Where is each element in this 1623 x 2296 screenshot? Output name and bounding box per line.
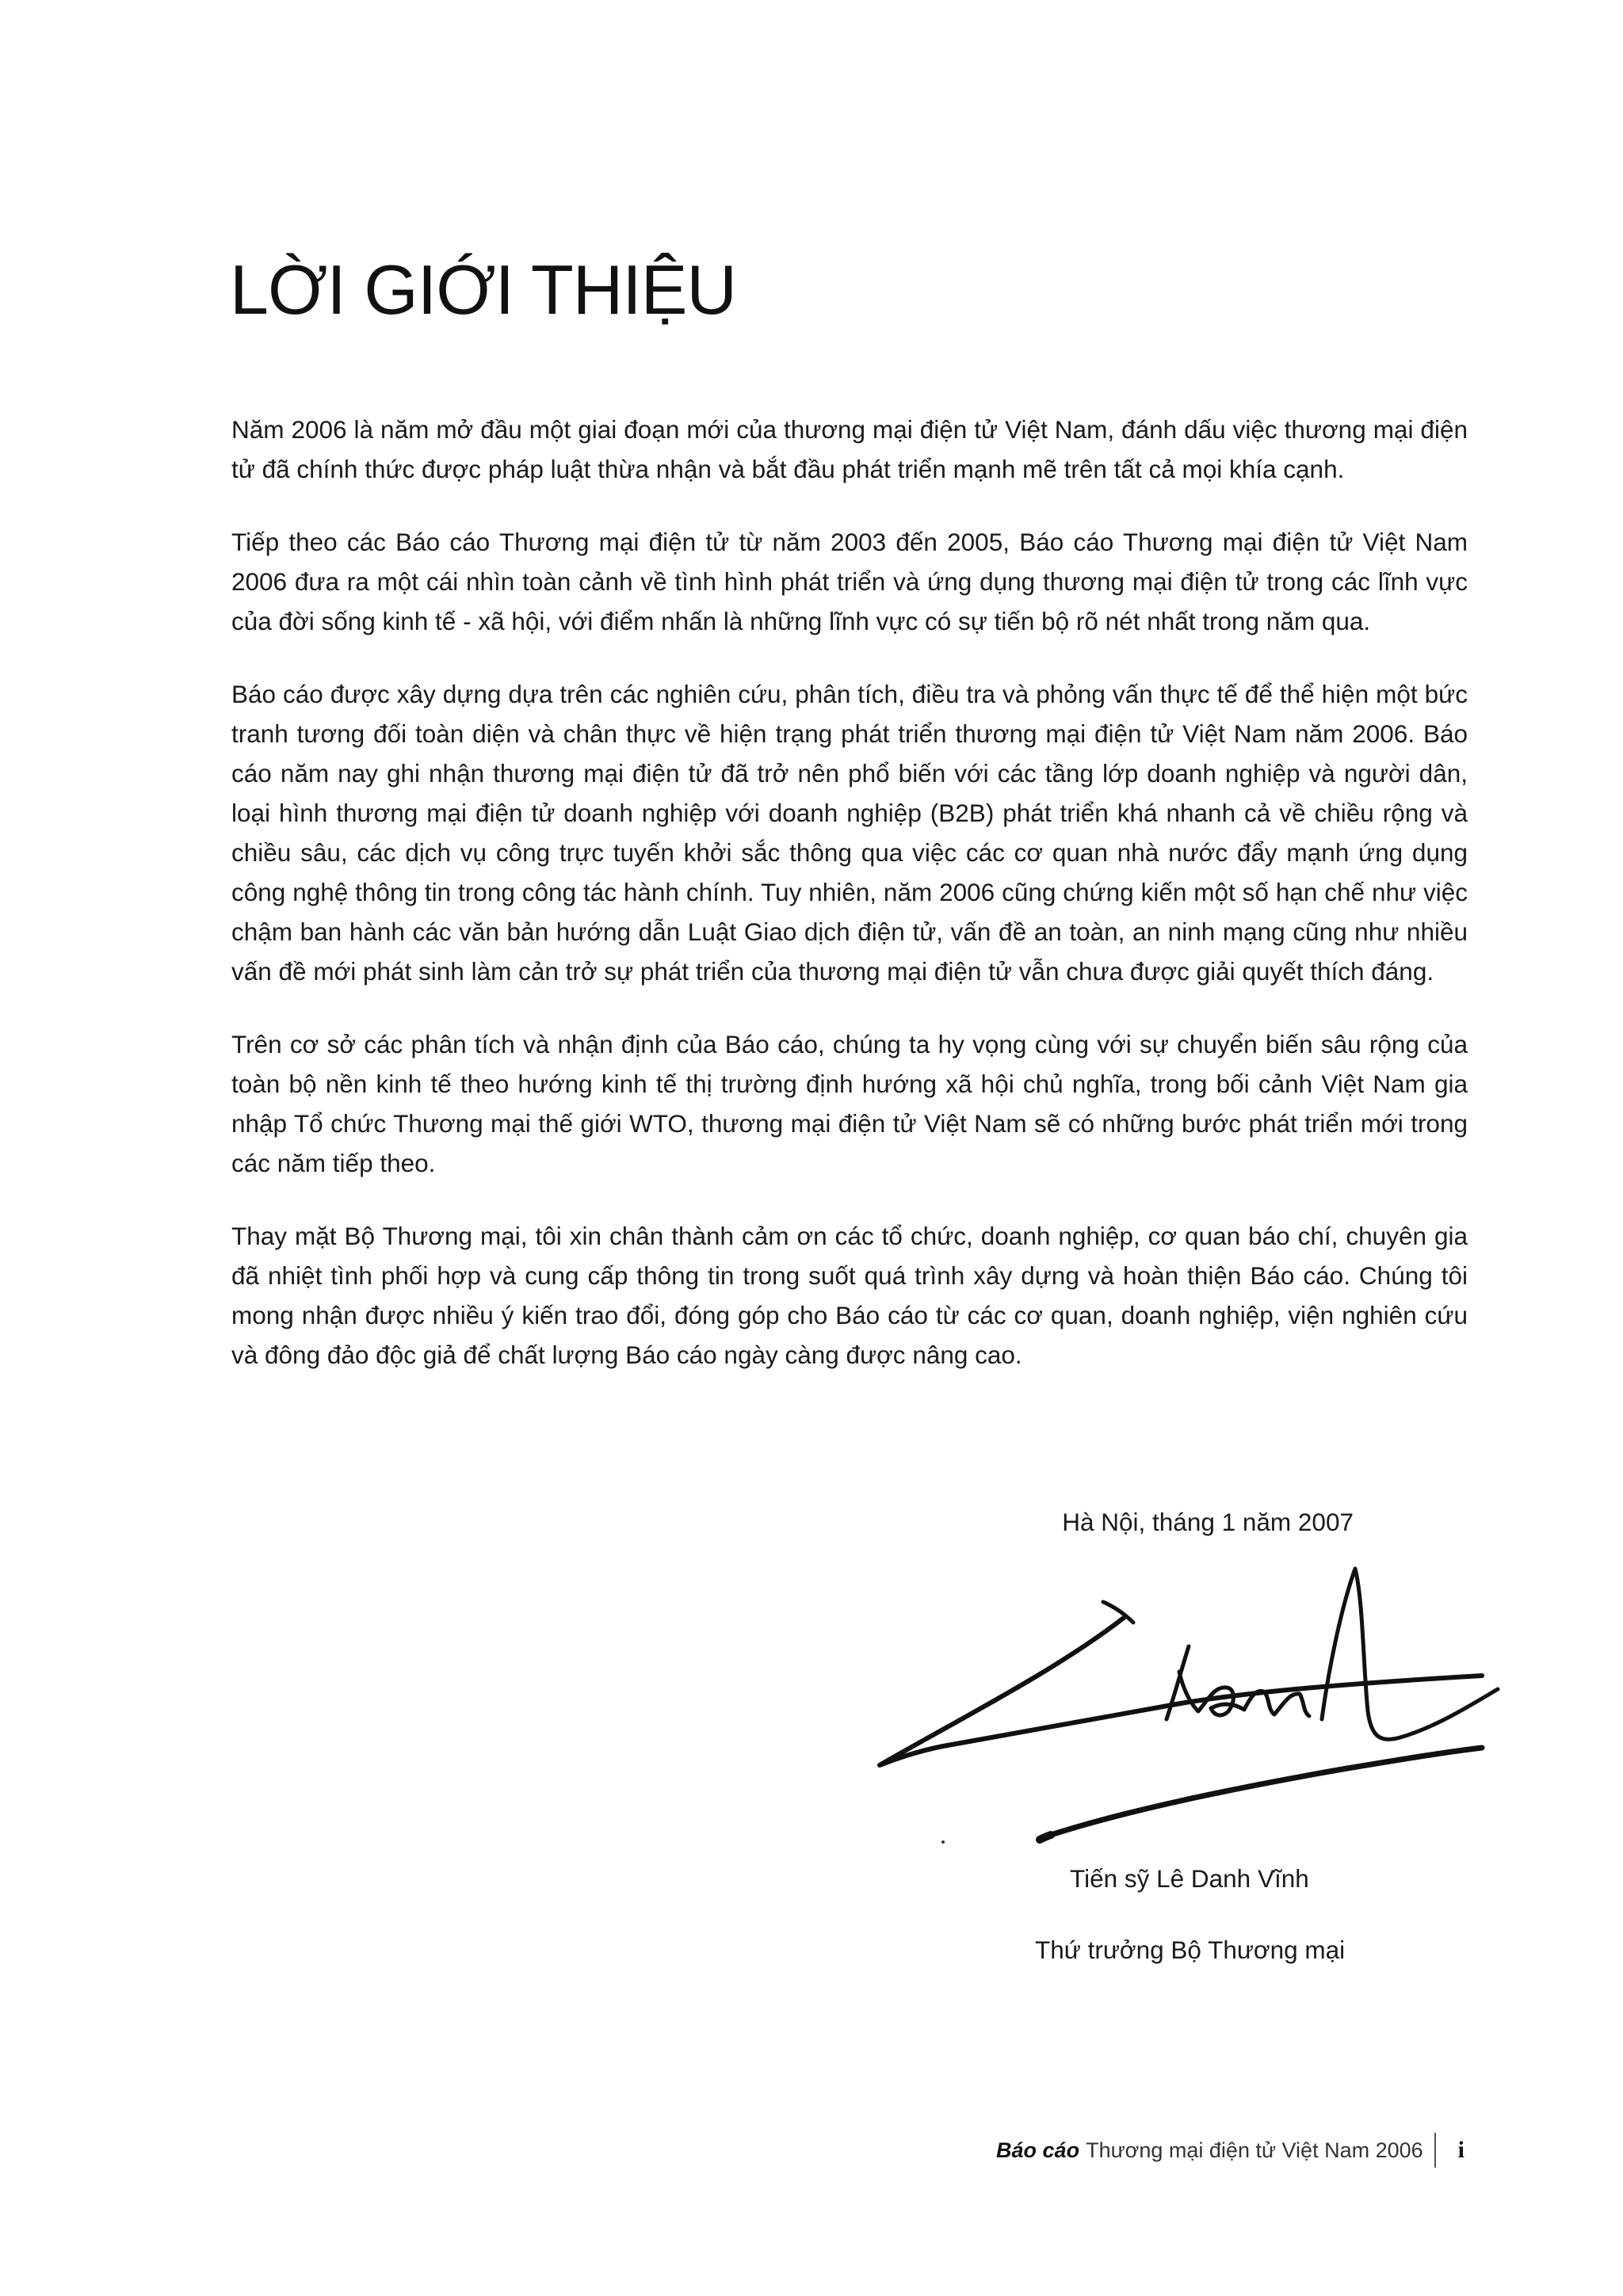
paragraph-5: Thay mặt Bộ Thương mại, tôi xin chân thành cảm ơn các tổ chức, doanh nghiệp, cơ quan báo chí, chuyên gia đã nhiệt tình phối hợp và cung cấp thông tin trong suốt quá trình xây dựng và hoàn thiện Báo cáo. Chúng tôi mong nhận được nhiều ý kiến trao đổi, đóng góp cho Báo cáo từ các cơ quan, doanh nghiệp, viện nghiên cứu và đông đảo độc giả để chất lượng Báo cáo ngày càng được nâng cao. xyxy=(231,1222,1468,1369)
signer-name: Tiến sỹ Lê Danh Vĩnh xyxy=(1070,1864,1309,1893)
signer-title: Thứ trưởng Bộ Thương mại xyxy=(1035,1936,1346,1964)
paragraph-4: Trên cơ sở các phân tích và nhận định của Báo cáo, chúng ta hy vọng cùng với sự chuyển biến sâu rộng của toàn bộ nền kinh tế theo hướng kinh tế thị trường định hướng xã hội chủ nghĩa, trong bối cảnh Việt Nam gia nhập Tổ chức Thương mại thế giới WTO, thương mại điện tử Việt Nam sẽ có những bước phát triển mới trong các năm tiếp theo. xyxy=(231,1030,1468,1177)
signature-icon xyxy=(856,1553,1506,1886)
footer-brand: Báo cáo xyxy=(996,2138,1080,2162)
page-number: i xyxy=(1457,2137,1465,2163)
page-title: LỜI GIỚI THIỆU xyxy=(230,250,736,329)
page-footer xyxy=(996,2131,1465,2169)
footer-divider xyxy=(1434,2133,1436,2168)
paragraph-3: Báo cáo được xây dựng dựa trên các nghiên cứu, phân tích, điều tra và phỏng vấn thực tế để thể hiện một bức tranh tương đối toàn diện và chân thực về hiện trạng phát triển thương mại điện tử Việt Nam năm 2006. Báo cáo năm nay ghi nhận thương mại điện tử đã trở nên phổ biến với các tầng lớp doanh nghiệp và người dân, loại hình thương mại điện tử doanh nghiệp với doanh nghiệp (B2B) phát triển khá nhanh cả về chiều rộng và chiều sâu, các dịch vụ công trực tuyến khởi sắc thông qua việc các cơ quan nhà nước đẩy mạnh ứng dụng công nghệ thông tin trong công tác hành chính. Tuy nhiên, năm 2006 cũng chứng kiến một số hạn chế như việc chậm ban hành các văn bản hướng dẫn Luật Giao dịch điện tử, vấn đề an toàn, an ninh mạng cũng như nhiều vấn đề mới phát sinh làm cản trở sự phát triển của thương mại điện tử vẫn chưa được giải quyết thích đáng. xyxy=(231,680,1468,986)
place-date: Hà Nội, tháng 1 năm 2007 xyxy=(1062,1508,1354,1536)
paragraph-1: Năm 2006 là năm mở đầu một giai đoạn mới của thương mại điện tử Việt Nam, đánh dấu việc thương mại điện tử đã chính thức được pháp luật thừa nhận và bắt đầu phát triển mạnh mẽ trên tất cả mọi khía cạnh. xyxy=(231,415,1468,483)
paragraph-2: Tiếp theo các Báo cáo Thương mại điện tử từ năm 2003 đến 2005, Báo cáo Thương mại điện tử Việt Nam 2006 đưa ra một cái nhìn toàn cảnh về tình hình phát triển và ứng dụng thương mại điện tử trong các lĩnh vực của đời sống kinh tế - xã hội, với điểm nhấn là những lĩnh vực có sự tiến bộ rõ nét nhất trong năm qua. xyxy=(231,528,1468,635)
body-text xyxy=(231,410,1468,1408)
footer-publication-title: Thương mại điện tử Việt Nam 2006 xyxy=(1086,2138,1423,2162)
